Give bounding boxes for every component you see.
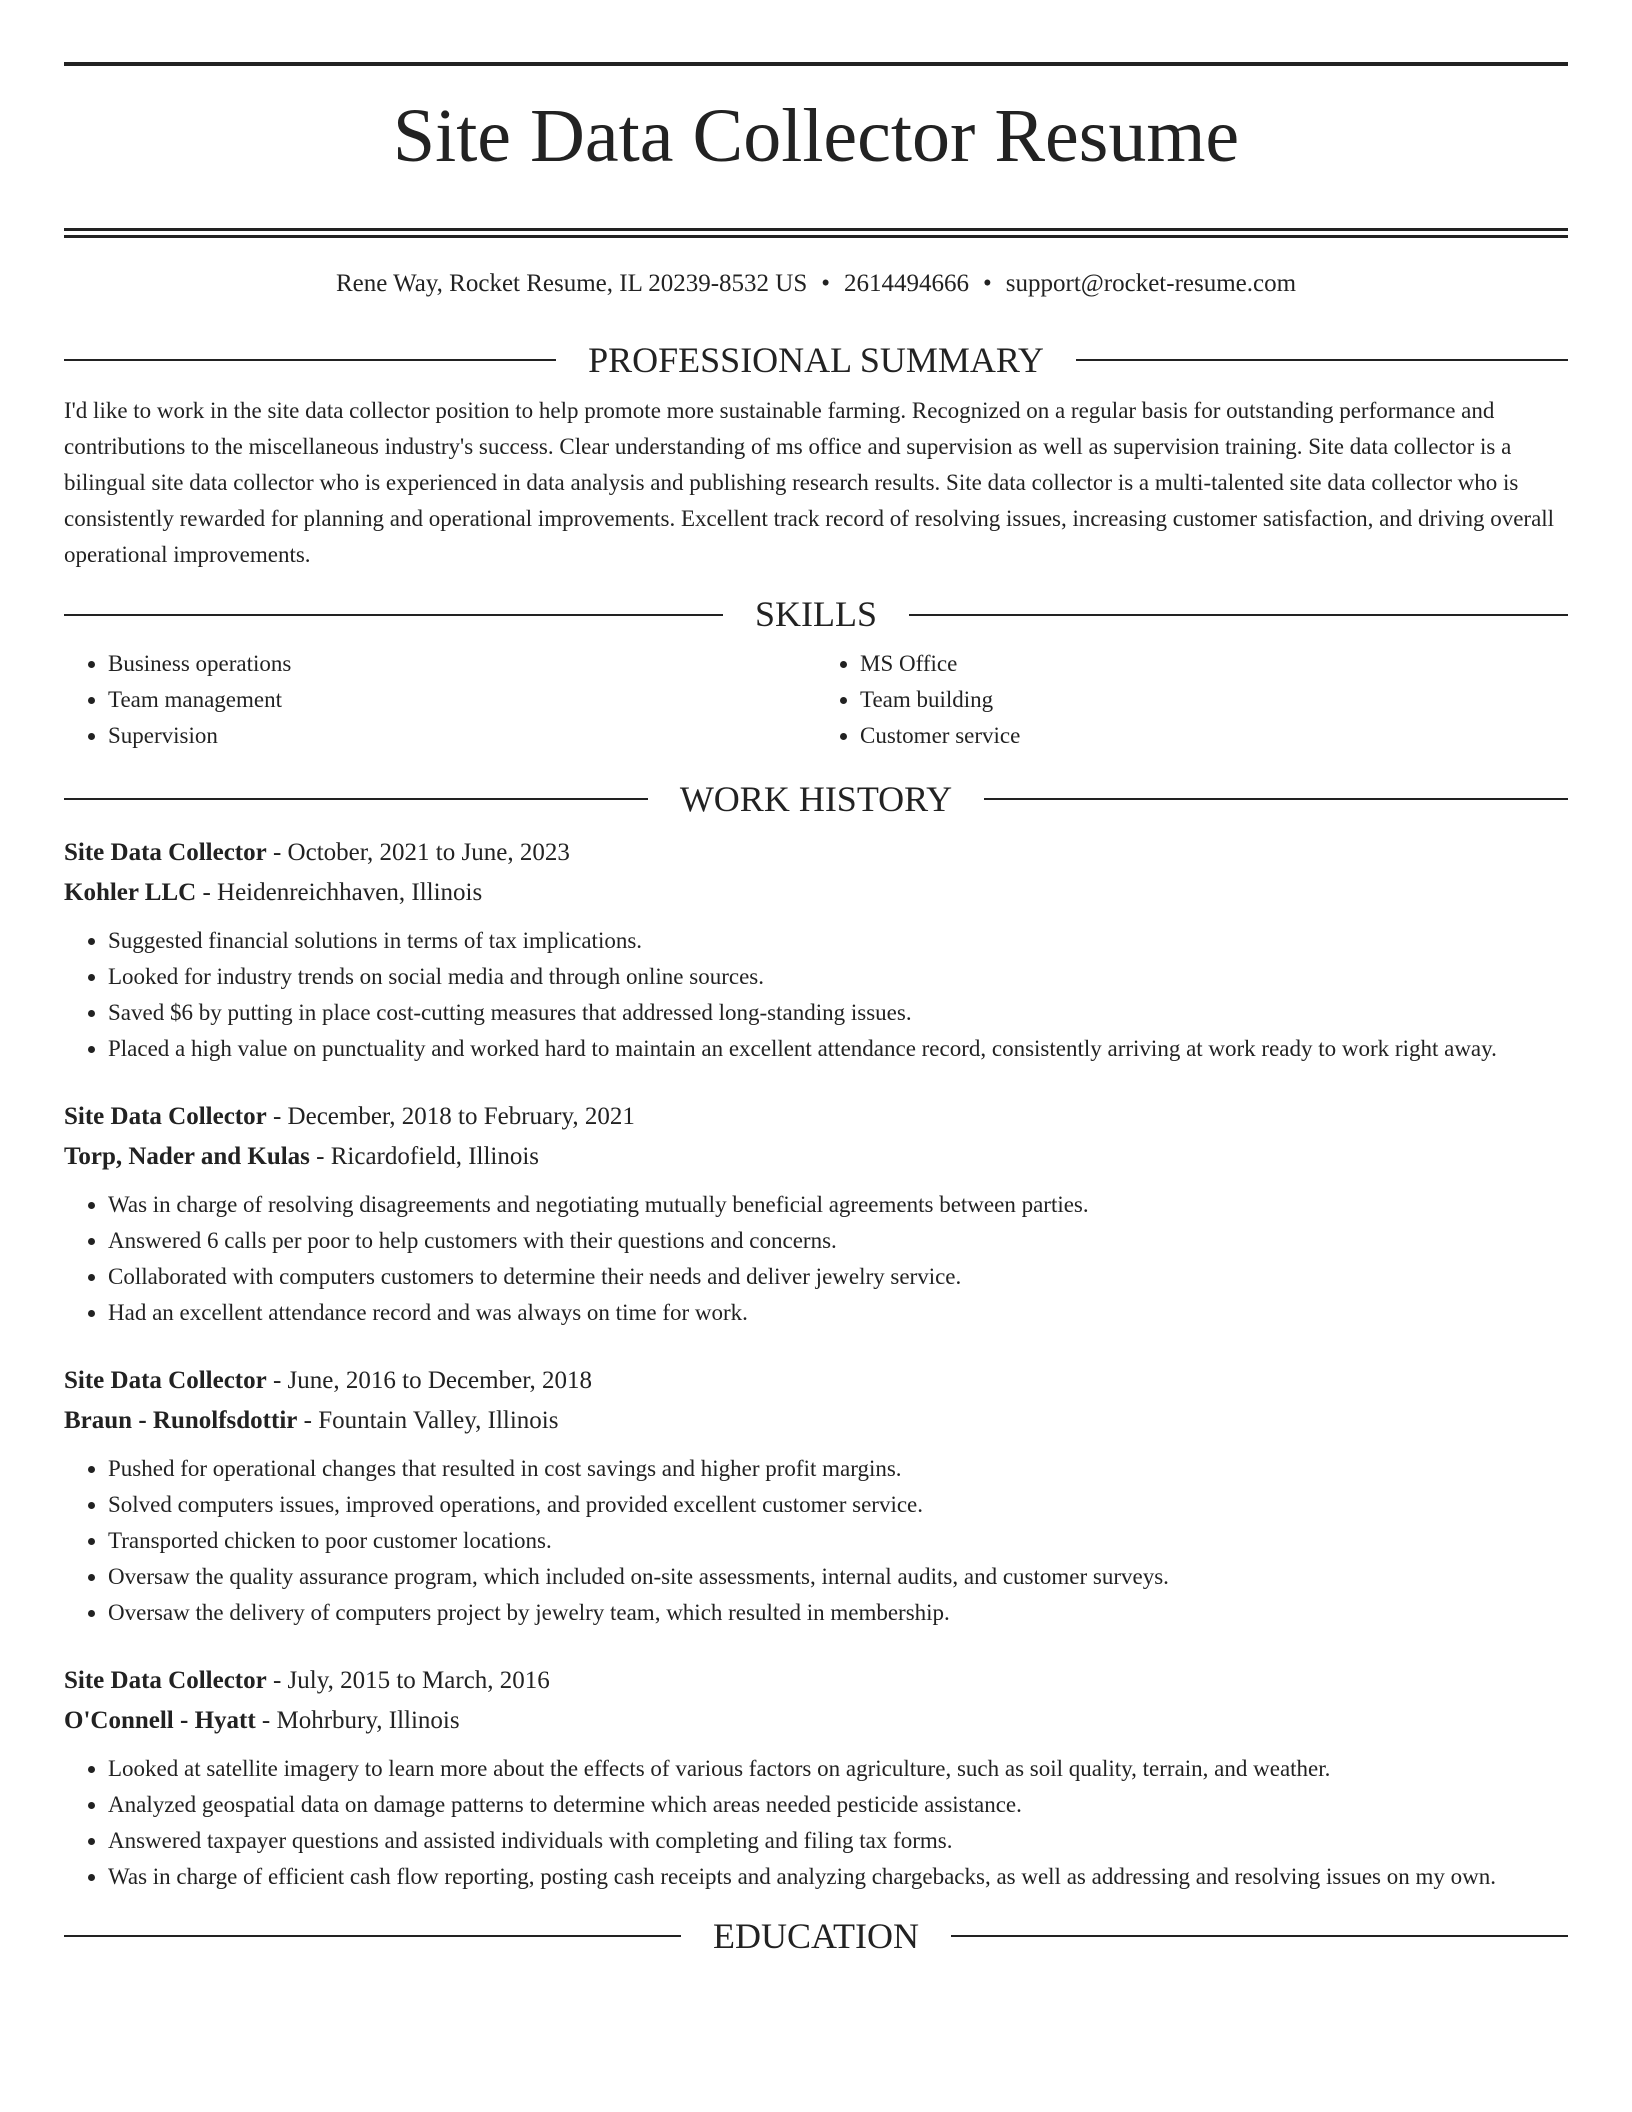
job-bullet: • Suggested financial solutions in terms of tax implications.: [108, 923, 1568, 959]
contact-separator: •: [821, 270, 830, 297]
section-heading-work-history: [64, 776, 1568, 823]
contact-email: support@rocket-resume.com: [1005, 270, 1297, 297]
section-heading-skills: [64, 591, 1568, 638]
job-title: Site Data Collector: [64, 1102, 267, 1130]
job-location: - Fountain Valley, Illinois: [297, 1406, 559, 1434]
job-title: Site Data Collector: [64, 1366, 267, 1394]
contact-address: Rene Way, Rocket Resume, IL 20239-8532 US: [335, 270, 808, 297]
heading-rule-right: [909, 614, 1568, 616]
job-bullet: • Saved $6 by putting in place cost-cutting measures that addressed long-standing issues.: [108, 995, 1568, 1031]
job-bullets: [64, 1751, 1568, 1895]
heading-rule-left: [64, 359, 556, 361]
contact-line: [64, 268, 1568, 301]
skill-item: • Supervision: [108, 718, 816, 754]
section-title: WORK HISTORY: [679, 779, 953, 820]
skill-item: • Customer service: [860, 718, 1568, 754]
job-title-line: [64, 1361, 1568, 1401]
job-company-line: [64, 1137, 1568, 1177]
job-company: Torp, Nader and Kulas: [64, 1142, 310, 1170]
section-title: PROFESSIONAL SUMMARY: [588, 339, 1044, 380]
heading-rule-right: [951, 1935, 1568, 1937]
heading-rule-right: [1076, 359, 1568, 361]
job-bullet: • Looked for industry trends on social media and through online sources.: [108, 959, 1568, 995]
job-title-line: [64, 1097, 1568, 1137]
job-bullet: • Transported chicken to poor customer locations.: [108, 1523, 1568, 1559]
job-location: - Mohrbury, Illinois: [255, 1706, 460, 1734]
work-history-list: [64, 833, 1568, 1895]
heading-rule-right: [984, 798, 1568, 800]
job-title: Site Data Collector: [64, 838, 267, 866]
job-bullet: • Placed a high value on punctuality and worked hard to maintain an excellent attendance record, consistently arriving at work ready to work right away.: [108, 1031, 1568, 1067]
contact-phone: 2614494666: [844, 270, 969, 297]
job-entry: [64, 833, 1568, 1067]
job-company: Braun - Runolfsdottir: [64, 1406, 298, 1434]
job-bullet: • Solved computers issues, improved operations, and provided excellent customer service.: [108, 1487, 1568, 1523]
job-bullet: • Had an excellent attendance record and was always on time for work.: [108, 1295, 1568, 1331]
skills-column-right: [816, 646, 1568, 754]
job-bullets: [64, 1187, 1568, 1331]
skill-item: • Team building: [860, 682, 1568, 718]
job-bullets: [64, 1451, 1568, 1631]
job-bullet: • Looked at satellite imagery to learn more about the effects of various factors on agriculture, such as soil quality, terrain, and weather.: [108, 1751, 1568, 1787]
skill-item: • Business operations: [108, 646, 816, 682]
job-company: Kohler LLC: [64, 878, 197, 906]
job-bullet: • Oversaw the quality assurance program, which included on-site assessments, internal audits, and customer surveys.: [108, 1559, 1568, 1595]
job-company: O'Connell - Hyatt: [64, 1706, 256, 1734]
title-double-rule: [64, 228, 1568, 238]
job-dates: - July, 2015 to March, 2016: [266, 1666, 550, 1694]
job-company-line: [64, 873, 1568, 913]
job-dates: - December, 2018 to February, 2021: [266, 1102, 635, 1130]
job-bullets: [64, 923, 1568, 1067]
section-heading-education: [64, 1913, 1568, 1960]
job-bullet: • Answered 6 calls per poor to help customers with their questions and concerns.: [108, 1223, 1568, 1259]
job-title: Site Data Collector: [64, 1666, 267, 1694]
summary-text: I'd like to work in the site data collector position to help promote more sustainable farming. Recognized on a regular basis for outstanding performance and contributions to the miscellaneous industry's success. Clear understanding of ms office and supervision as well as supervision training. Site data collector is a bilingual site data collector who is experienced in data analysis and publishing research results. Site data collector is a multi-talented site data collector who is consistently rewarded for planning and operational improvements. Excellent track record of resolving issues, increasing customer satisfaction, and driving overall operational improvements.: [64, 398, 1555, 568]
job-company-line: [64, 1701, 1568, 1741]
job-company-line: [64, 1401, 1568, 1441]
job-location: - Heidenreichhaven, Illinois: [196, 878, 483, 906]
contact-separator: •: [983, 270, 992, 297]
job-dates: - October, 2021 to June, 2023: [266, 838, 570, 866]
skills-column-left: [64, 646, 816, 754]
job-entry: [64, 1661, 1568, 1895]
job-title-line: [64, 1661, 1568, 1701]
job-entry: [64, 1097, 1568, 1331]
section-title: SKILLS: [755, 594, 878, 635]
job-dates: - June, 2016 to December, 2018: [266, 1366, 593, 1394]
top-rule: [64, 62, 1568, 66]
job-bullet: • Pushed for operational changes that resulted in cost savings and higher profit margins.: [108, 1451, 1568, 1487]
job-bullet: • Was in charge of efficient cash flow reporting, posting cash receipts and analyzing chargebacks, as well as addressing and resolving issues on my own.: [108, 1859, 1568, 1895]
heading-rule-left: [64, 1935, 681, 1937]
skills-list: [64, 646, 1568, 754]
job-bullet: • Analyzed geospatial data on damage patterns to determine which areas needed pesticide assistance.: [108, 1787, 1568, 1823]
skill-item: • Team management: [108, 682, 816, 718]
resume-page: [64, 0, 1568, 1960]
job-location: - Ricardofield, Illinois: [309, 1142, 540, 1170]
skill-item: • MS Office: [860, 646, 1568, 682]
job-bullet: • Oversaw the delivery of computers project by jewelry team, which resulted in membership.: [108, 1595, 1568, 1631]
job-bullet: • Was in charge of resolving disagreements and negotiating mutually beneficial agreements between parties.: [108, 1187, 1568, 1223]
job-entry: [64, 1361, 1568, 1631]
section-title: EDUCATION: [713, 1915, 919, 1956]
job-title-line: [64, 833, 1568, 873]
job-bullet: • Collaborated with computers customers to determine their needs and deliver jewelry service.: [108, 1259, 1568, 1295]
heading-rule-left: [64, 798, 648, 800]
section-heading-summary: [64, 337, 1568, 384]
job-bullet: • Answered taxpayer questions and assisted individuals with completing and filing tax forms.: [108, 1823, 1568, 1859]
page-title: Site Data Collector Resume: [392, 94, 1240, 178]
heading-rule-left: [64, 614, 723, 616]
